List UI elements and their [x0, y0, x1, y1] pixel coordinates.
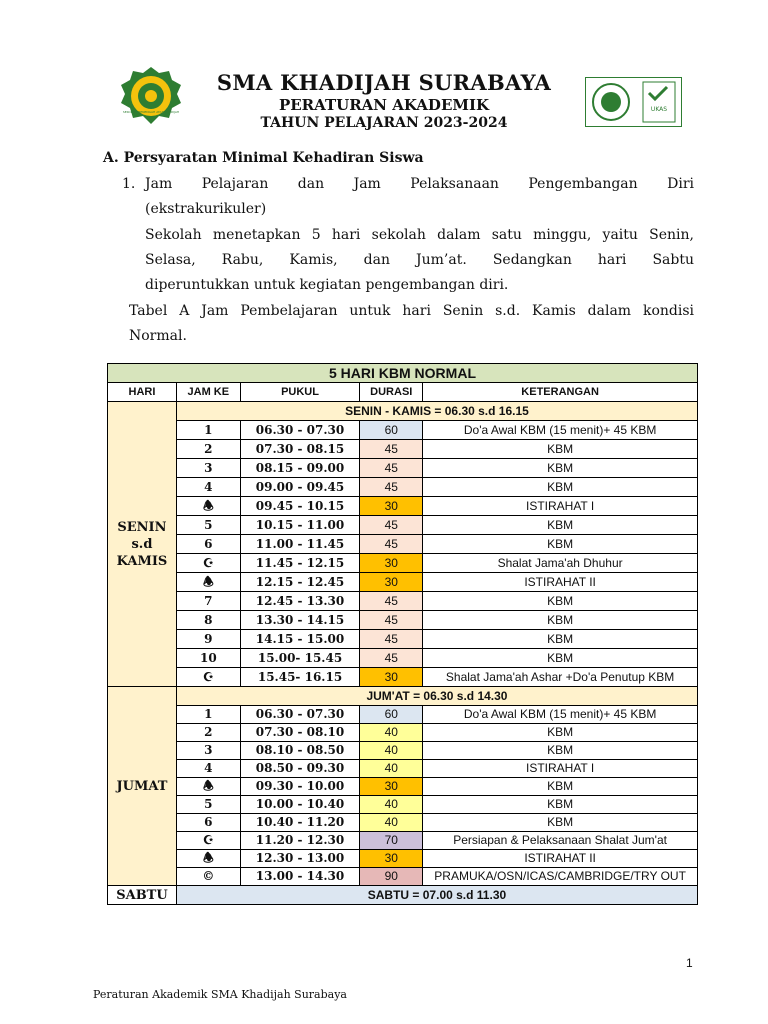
keterangan-cell: Shalat Jama'ah Ashar +Do'a Penutup KBM [423, 668, 698, 687]
durasi-cell: 30 [360, 668, 423, 687]
pukul-cell: 08.50 - 09.30 [240, 760, 360, 778]
table-row [108, 421, 698, 440]
header-jam-ke: JAM KE [176, 383, 240, 402]
keterangan-cell: ISTIRAHAT II [423, 850, 698, 868]
header-durasi: DURASI [360, 383, 423, 402]
pukul-cell: 06.30 - 07.30 [240, 421, 360, 440]
keterangan-cell: KBM [423, 516, 698, 535]
pukul-cell: 12.30 - 13.00 [240, 850, 360, 868]
schedule-table [107, 363, 698, 905]
pukul-cell: 14.15 - 15.00 [240, 630, 360, 649]
pukul-cell: 06.30 - 07.30 [240, 706, 360, 724]
table-row [108, 535, 698, 554]
header-hari: HARI [108, 383, 177, 402]
jam-cell: 6 [176, 535, 240, 554]
jam-cell: 🕭 [176, 573, 240, 592]
keterangan-cell: Shalat Jama'ah Dhuhur [423, 554, 698, 573]
jam-cell: 9 [176, 630, 240, 649]
table-intro-1: Tabel A Jam Pembelajaran untuk hari Senin s.d. Kamis dalam kondisi [129, 303, 694, 319]
table-row [108, 778, 698, 796]
item-line-2: (ekstrakurikuler) [145, 201, 267, 217]
pukul-cell: 07.30 - 08.15 [240, 440, 360, 459]
pukul-cell: 08.15 - 09.00 [240, 459, 360, 478]
jam-cell: 5 [176, 796, 240, 814]
jam-cell: 🕭 [176, 497, 240, 516]
durasi-cell: 45 [360, 478, 423, 497]
sabtu-info: SABTU = 07.00 s.d 11.30 [176, 886, 697, 905]
jam-cell: 2 [176, 440, 240, 459]
table-row [108, 573, 698, 592]
keterangan-cell: KBM [423, 535, 698, 554]
table-row [108, 592, 698, 611]
jam-cell: 3 [176, 459, 240, 478]
jam-cell: 2 [176, 724, 240, 742]
table-row [108, 497, 698, 516]
durasi-cell: 30 [360, 497, 423, 516]
pukul-cell: 15.00- 15.45 [240, 649, 360, 668]
durasi-cell: 70 [360, 832, 423, 850]
durasi-cell: 30 [360, 850, 423, 868]
keterangan-cell: KBM [423, 459, 698, 478]
keterangan-cell: KBM [423, 592, 698, 611]
item-number: 1. [122, 176, 136, 192]
table-intro-2: Normal. [129, 328, 187, 344]
jam-cell: 🕭 [176, 778, 240, 796]
durasi-cell: 45 [360, 630, 423, 649]
pukul-cell: 13.30 - 14.15 [240, 611, 360, 630]
pukul-cell: 10.40 - 11.20 [240, 814, 360, 832]
durasi-cell: 45 [360, 440, 423, 459]
pukul-cell: 11.45 - 12.15 [240, 554, 360, 573]
table-row [108, 554, 698, 573]
jam-cell: © [176, 868, 240, 886]
table-row [108, 850, 698, 868]
keterangan-cell: ISTIRAHAT I [423, 497, 698, 516]
pukul-cell: 12.45 - 13.30 [240, 592, 360, 611]
durasi-cell: 60 [360, 421, 423, 440]
keterangan-cell: KBM [423, 778, 698, 796]
pukul-cell: 11.20 - 12.30 [240, 832, 360, 850]
keterangan-cell: PRAMUKA/OSN/ICAS/CAMBRIDGE/TRY OUT [423, 868, 698, 886]
durasi-cell: 30 [360, 573, 423, 592]
jam-cell: ☪ [176, 668, 240, 687]
pukul-cell: 09.45 - 10.15 [240, 497, 360, 516]
jam-cell: 4 [176, 760, 240, 778]
header-keterangan: KETERANGAN [423, 383, 698, 402]
pukul-cell: 13.00 - 14.30 [240, 868, 360, 886]
para-line-3: diperuntukkan untuk kegiatan pengembangan diri. [145, 277, 509, 293]
durasi-cell: 40 [360, 742, 423, 760]
keterangan-cell: KBM [423, 649, 698, 668]
jam-cell: ☪ [176, 554, 240, 573]
document-title: PERATURAN AKADEMIK [278, 96, 490, 114]
pukul-cell: 07.30 - 08.10 [240, 724, 360, 742]
table-row [108, 724, 698, 742]
keterangan-cell: KBM [423, 478, 698, 497]
jam-cell: 10 [176, 649, 240, 668]
keterangan-cell: Do'a Awal KBM (15 menit)+ 45 KBM [423, 421, 698, 440]
table-row [108, 742, 698, 760]
durasi-cell: 90 [360, 868, 423, 886]
table-title: 5 HARI KBM NORMAL [108, 364, 698, 383]
table-row [108, 706, 698, 724]
table-row [108, 516, 698, 535]
durasi-cell: 45 [360, 516, 423, 535]
day-senin: SENIN s.d KAMIS [108, 402, 177, 687]
durasi-cell: 40 [360, 796, 423, 814]
durasi-cell: 45 [360, 611, 423, 630]
table-row [108, 668, 698, 687]
page-number: 1 [686, 956, 693, 970]
jam-cell: 8 [176, 611, 240, 630]
page-footer: Peraturan Akademik SMA Khadijah Surabaya [93, 988, 347, 1001]
section-heading: A. Persyaratan Minimal Kehadiran Siswa [103, 150, 424, 166]
pukul-cell: 10.15 - 11.00 [240, 516, 360, 535]
keterangan-cell: ISTIRAHAT I [423, 760, 698, 778]
logo-right-text: UKAS [650, 106, 668, 113]
table-row [108, 630, 698, 649]
keterangan-cell: KBM [423, 440, 698, 459]
table-row [108, 814, 698, 832]
day-sabtu: SABTU [108, 886, 177, 905]
jam-cell: 1 [176, 421, 240, 440]
pukul-cell: 09.00 - 09.45 [240, 478, 360, 497]
keterangan-cell: KBM [423, 796, 698, 814]
jam-cell: 7 [176, 592, 240, 611]
pukul-cell: 15.45- 16.15 [240, 668, 360, 687]
jam-cell: 1 [176, 706, 240, 724]
durasi-cell: 30 [360, 778, 423, 796]
pukul-cell: 10.00 - 10.40 [240, 796, 360, 814]
keterangan-cell: KBM [423, 611, 698, 630]
keterangan-cell: KBM [423, 724, 698, 742]
durasi-cell: 40 [360, 814, 423, 832]
jam-cell: 5 [176, 516, 240, 535]
jam-cell: 6 [176, 814, 240, 832]
academic-year: TAHUN PELAJARAN 2023-2024 [260, 115, 508, 131]
keterangan-cell: ISTIRAHAT II [423, 573, 698, 592]
durasi-cell: 40 [360, 760, 423, 778]
table-row [108, 611, 698, 630]
school-name: SMA KHADIJAH SURABAYA [216, 70, 552, 95]
table-row [108, 478, 698, 497]
table-row [108, 832, 698, 850]
durasi-cell: 45 [360, 459, 423, 478]
table-row [108, 760, 698, 778]
jam-cell: 3 [176, 742, 240, 760]
para-line-2: Selasa, Rabu, Kamis, dan Jum’at. Sedangkan hari Sabtu [145, 252, 694, 268]
logo-left-text: SEKOLAH MENENGAH ATAS KHADIJAH [122, 110, 180, 114]
table-row [108, 440, 698, 459]
durasi-cell: 40 [360, 724, 423, 742]
table-row [108, 649, 698, 668]
keterangan-cell: KBM [423, 814, 698, 832]
durasi-cell: 45 [360, 592, 423, 611]
table-row [108, 868, 698, 886]
jam-cell: ☪ [176, 832, 240, 850]
para-line-1: Sekolah menetapkan 5 hari sekolah dalam satu minggu, yaitu Senin, [145, 227, 694, 243]
pukul-cell: 09.30 - 10.00 [240, 778, 360, 796]
day-jumat: JUMAT [108, 687, 177, 886]
keterangan-cell: Do'a Awal KBM (15 menit)+ 45 KBM [423, 706, 698, 724]
table-row [108, 459, 698, 478]
durasi-cell: 30 [360, 554, 423, 573]
durasi-cell: 45 [360, 535, 423, 554]
keterangan-cell: Persiapan & Pelaksanaan Shalat Jum'at [423, 832, 698, 850]
jumat-group-title: JUM'AT = 06.30 s.d 14.30 [176, 687, 697, 706]
jam-cell: 4 [176, 478, 240, 497]
keterangan-cell: KBM [423, 742, 698, 760]
table-row [108, 796, 698, 814]
senin-group-title: SENIN - KAMIS = 06.30 s.d 16.15 [176, 402, 697, 421]
pukul-cell: 08.10 - 08.50 [240, 742, 360, 760]
item-line-1: Jam Pelajaran dan Jam Pelaksanaan Pengembangan Diri [145, 176, 694, 192]
keterangan-cell: KBM [423, 630, 698, 649]
jam-cell: 🕭 [176, 850, 240, 868]
pukul-cell: 12.15 - 12.45 [240, 573, 360, 592]
durasi-cell: 60 [360, 706, 423, 724]
pukul-cell: 11.00 - 11.45 [240, 535, 360, 554]
header-pukul: PUKUL [240, 383, 360, 402]
durasi-cell: 45 [360, 649, 423, 668]
